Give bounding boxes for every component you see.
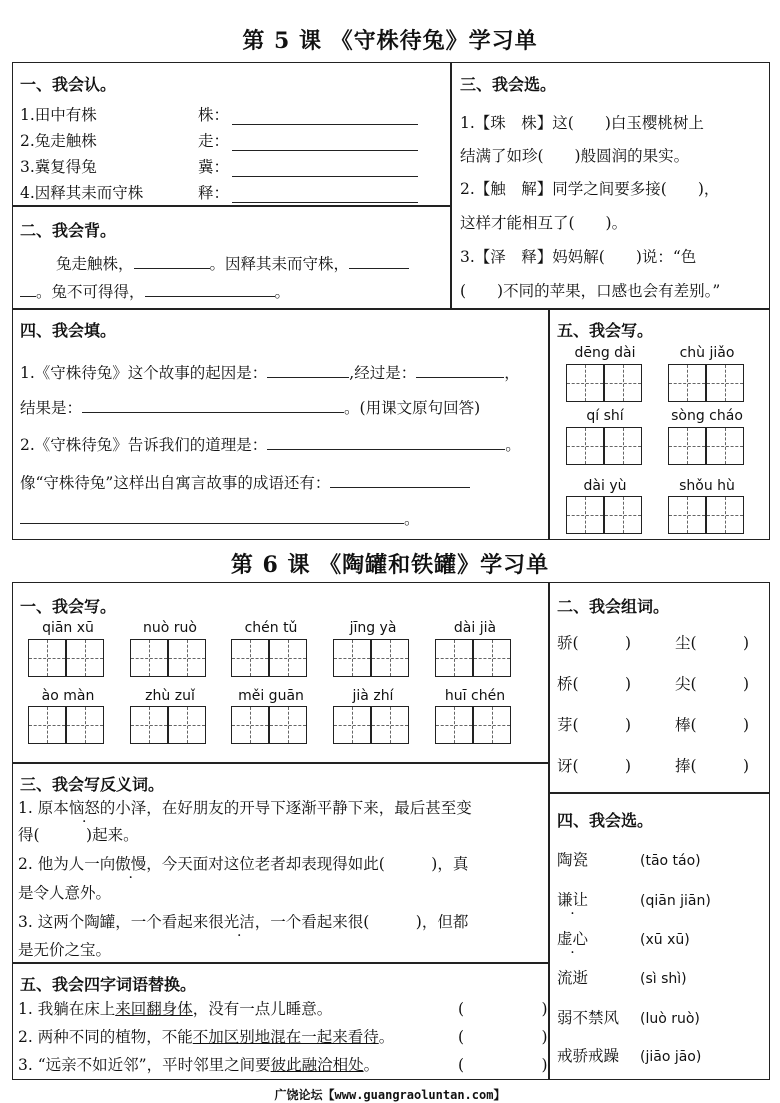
l5-s5-cell-4b[interactable]: [706, 427, 744, 465]
l5-s4-q2: [20, 436, 521, 454]
l5-s2-text-d: 。: [274, 283, 291, 301]
l6-s4-pinyin-2[interactable]: (qiān jiān): [640, 893, 711, 909]
l6-s2-heading: 二、我会组词。: [557, 597, 670, 616]
l6-s1-cell-6b[interactable]: [66, 706, 104, 744]
l6-s3-q1-pre: 1. 原本: [18, 799, 69, 817]
l6-s4-word-3-text: 虚心: [557, 930, 589, 948]
l5-s3-q3a: 3.【泽 释】妈妈解( )说：“色: [460, 248, 697, 266]
l6-s1-pinyin-6: ào màn: [41, 688, 95, 704]
l6-s3-q3-pre: 3. 这两个陶罐，一个看起来很: [18, 913, 224, 931]
l6-s4-word-5: [557, 1011, 619, 1027]
l5-s4-q1a: 1.《守株待兔》这个故事的起因是：: [20, 364, 268, 382]
l5-s5-cell-1b[interactable]: [604, 364, 642, 402]
l5-s1-row-3-phrase: 3.冀复得兔: [20, 158, 97, 176]
l5-s2-text-a: 兔走触株，: [56, 255, 134, 273]
l5-s2-text-b: 。因释其耒而守株，: [209, 255, 350, 273]
l5-s1-row-3-blank[interactable]: [232, 176, 418, 177]
l5-s4-q3-line1: [20, 474, 470, 492]
l5-s5-pinyin-5: dài yù: [583, 478, 627, 494]
l6-s1-pinyin-2: nuò ruò: [143, 620, 197, 636]
l6-s5-q2-post: 。: [378, 1028, 395, 1046]
l5-s4-q1c: ，: [504, 364, 520, 382]
l5-s4-q2b: 。: [505, 436, 521, 454]
l5-s3-q2a: 2.【触 解】同学之间要多接( )，: [460, 180, 720, 198]
l6-s1-pinyin-10: huī chén: [444, 688, 506, 704]
l5-s4-blank-idioms-1[interactable]: [330, 474, 470, 488]
l6-s3-q1-dotted: 恼怒: [68, 799, 100, 817]
l6-s3-q2-line1: [18, 857, 468, 873]
l5-s4-blank-lesson[interactable]: [267, 436, 505, 450]
l5-s1-row-4-blank[interactable]: [232, 202, 418, 203]
l6-s1-cell-7b[interactable]: [168, 706, 206, 744]
l5-s4-q2a: 2.《守株待兔》告诉我们的道理是：: [20, 436, 268, 454]
l6-s3-q3-post: ，一个看起来很( )，但都: [254, 913, 469, 931]
l6-s1-cell-7a[interactable]: [130, 706, 168, 744]
l5-s4-q3b: 。: [404, 510, 420, 528]
l5-s1-row-1-char: 株：: [198, 106, 230, 124]
l6-s1-pinyin-7: zhù zuǐ: [145, 688, 195, 704]
l6-s3-q3-line2: 是无价之宝。: [18, 941, 112, 959]
l5-s5-pinyin-6: shǒu hù: [679, 478, 735, 494]
l5-s4-heading: 四、我会填。: [20, 321, 117, 340]
l6-s4-word-1: [557, 853, 588, 869]
l6-s5-q3-pre: 3. “远亲不如近邻”，平时邻里之间要: [18, 1056, 271, 1074]
l6-s5-q1-post: ，没有一点儿睡意。: [192, 1000, 333, 1018]
l5-s5-cell-5a[interactable]: [566, 496, 604, 534]
l6-s4-word-3: [557, 932, 588, 948]
lesson6-title: 第 6 课 《陶罐和铁罐》学习单: [230, 552, 550, 578]
l6-s5-q1-underlined: 来回翻身体: [115, 1000, 193, 1018]
l5-s5-cell-6b[interactable]: [706, 496, 744, 534]
l6-s3-q2-dotted: 傲慢: [115, 855, 147, 873]
l6-s4-word-6: [557, 1049, 619, 1065]
l6-s1-cell-9b[interactable]: [371, 706, 409, 744]
l6-s1-cell-5b[interactable]: [473, 639, 511, 677]
l6-s1-pinyin-1: qiān xū: [42, 620, 94, 636]
l6-s1-cell-8a[interactable]: [231, 706, 269, 744]
l6-s1-cell-5a[interactable]: [435, 639, 473, 677]
l5-s3-q2b: 这样才能相互了( )。: [460, 214, 628, 232]
l6-s4-pinyin-5[interactable]: (luò ruò): [640, 1011, 700, 1027]
l6-s1-pinyin-9: jià zhí: [352, 688, 394, 704]
l6-s4-pinyin-6[interactable]: (jiāo jāo): [640, 1049, 702, 1065]
l6-s2-item-3[interactable]: 桥( ): [557, 675, 632, 693]
l6-s4-word-1-text: 陶瓷: [557, 851, 589, 869]
l6-s1-heading: 一、我会写。: [20, 597, 117, 616]
l5-s4-q3-line2: [20, 510, 420, 528]
l5-s4-blank-result[interactable]: [82, 399, 344, 413]
l5-s5-pinyin-1: dēng dài: [574, 345, 636, 361]
l5-s1-row-4-phrase: 4.因释其耒而守株: [20, 184, 144, 202]
l5-s5-pinyin-4: sòng cháo: [671, 408, 743, 424]
l6-s3-q2-pre: 2. 他为人一向: [18, 855, 116, 873]
l6-s4-word-2: [557, 893, 588, 909]
l5-s4-q1e: 。(用课文原句回答): [344, 399, 481, 417]
l6-s5-q2: [18, 1030, 394, 1046]
l6-s3-q3-dotted: 光洁: [223, 913, 255, 931]
l5-s4-q3a: 像“守株待兔”这样出自寓言故事的成语还有：: [20, 474, 331, 492]
l5-s4-q1d: 结果是：: [20, 399, 83, 417]
l6-s2-item-5[interactable]: 芽( ): [557, 716, 632, 734]
l6-s1-cell-8b[interactable]: [269, 706, 307, 744]
lesson5-title: 第 5 课 《守株待兔》学习单: [242, 28, 538, 54]
l6-s4-pinyin-4[interactable]: (sì shì): [640, 971, 687, 987]
footer: 广饶论坛【www.guangraoluntan.com】: [274, 1088, 506, 1102]
l6-s1-pinyin-5: dài jià: [453, 620, 497, 636]
l5-s2-blank-2[interactable]: [349, 255, 409, 269]
l6-s4-word-2-text: 谦让: [557, 891, 589, 909]
l6-s5-q3: [18, 1058, 379, 1074]
l6-s3-q1-line1: [18, 801, 472, 817]
l5-s5-pinyin-2: chù jiǎo: [679, 345, 735, 361]
l6-s5-q2-pre: 2. 两种不同的植物，不能: [18, 1028, 193, 1046]
l5-s5-cell-6a[interactable]: [668, 496, 706, 534]
l5-s5-cell-2b[interactable]: [706, 364, 744, 402]
l6-s4-word-4: [557, 971, 588, 987]
l6-s1-cell-2a[interactable]: [130, 639, 168, 677]
l6-s1-cell-10b[interactable]: [473, 706, 511, 744]
l6-s4-pinyin-3[interactable]: (xū xū): [640, 932, 690, 948]
l6-s1-pinyin-3: chén tǔ: [244, 620, 298, 636]
l6-s4-word-5-text: 弱不禁风: [557, 1009, 620, 1027]
l5-s2-heading: 二、我会背。: [20, 221, 117, 240]
l6-s4-pinyin-1[interactable]: (tāo táo): [640, 853, 701, 869]
l5-s1-row-1-blank[interactable]: [232, 124, 418, 125]
l6-s3-q1-line2: 得( )起来。: [18, 826, 139, 844]
l6-s5-q2-underlined: 不加区别地混在一起来看待: [192, 1028, 379, 1046]
l6-s5-q1-pre: 1. 我躺在床上: [18, 1000, 116, 1018]
l5-section-fill: [12, 308, 550, 540]
l5-s5-cell-5b[interactable]: [604, 496, 642, 534]
l5-s2-blank-3[interactable]: [145, 283, 275, 297]
l6-s5-q1: [18, 1002, 332, 1018]
l5-s4-blank-process[interactable]: [416, 364, 504, 378]
l5-s5-cell-3a[interactable]: [566, 427, 604, 465]
l6-s3-q2-post: ，今天面对这位老者却表现得如此( )，真: [146, 855, 469, 873]
l6-s5-q3-answer[interactable]: ( ): [458, 1056, 548, 1074]
l5-s1-heading: 一、我会认。: [20, 75, 117, 94]
l6-s1-cell-4a[interactable]: [333, 639, 371, 677]
l5-s3-q3b: ( )不同的苹果，口感也会有差别。”: [460, 282, 721, 300]
l6-s1-cell-2b[interactable]: [168, 639, 206, 677]
l5-s4-blank-idioms-2[interactable]: [20, 510, 404, 524]
l6-s3-q1-post: 的小泽，在好朋友的开导下逐渐平静下来，最后甚至变: [99, 799, 472, 817]
l6-s1-pinyin-4: jīng yà: [349, 620, 397, 636]
l6-s1-cell-3b[interactable]: [269, 639, 307, 677]
l6-s5-heading: 五、我会四字词语替换。: [20, 975, 197, 994]
l6-s1-cell-9a[interactable]: [333, 706, 371, 744]
l6-s4-word-4-text: 流逝: [557, 969, 589, 987]
l6-s5-q3-post: 。: [363, 1056, 380, 1074]
l6-s1-cell-1a[interactable]: [28, 639, 66, 677]
l5-s5-cell-3b[interactable]: [604, 427, 642, 465]
l6-s4-word-6-text: 戒骄戒躁: [557, 1047, 620, 1065]
l6-s2-item-6[interactable]: 棒( ): [675, 716, 750, 734]
l6-s1-cell-1b[interactable]: [66, 639, 104, 677]
l6-s2-item-4[interactable]: 尖( ): [675, 675, 750, 693]
l5-s4-q1-line1: [20, 364, 520, 382]
l5-s2-text-c: 。兔不可得得，: [36, 283, 145, 301]
l5-s2-blank-1[interactable]: [134, 255, 210, 269]
l5-s1-row-2-blank[interactable]: [232, 150, 418, 151]
l5-s2-line2: [20, 283, 290, 301]
l6-s2-item-7[interactable]: 讶( ): [557, 757, 632, 775]
l6-s5-q3-underlined: 彼此融洽相处: [270, 1056, 364, 1074]
l5-s1-row-4-char: 释：: [198, 184, 230, 202]
l6-s1-cell-4b[interactable]: [371, 639, 409, 677]
l6-s3-heading: 三、我会写反义词。: [20, 775, 165, 794]
l5-s3-heading: 三、我会选。: [460, 75, 557, 94]
l5-s1-row-1-phrase: 1.田中有株: [20, 106, 97, 124]
l6-s1-cell-6a[interactable]: [28, 706, 66, 744]
l6-s3-q2-line2: 是令人意外。: [18, 884, 112, 902]
l5-s5-heading: 五、我会写。: [557, 321, 654, 340]
l6-s5-q1-answer[interactable]: ( ): [458, 1000, 548, 1018]
l5-s1-row-3-char: 冀：: [198, 158, 230, 176]
l6-s2-item-2[interactable]: 尘( ): [675, 634, 750, 652]
l5-s2-blank-2-cont[interactable]: [20, 283, 36, 297]
l5-s5-cell-1a[interactable]: [566, 364, 604, 402]
l5-s4-q1b: ,经过是：: [349, 364, 417, 382]
l5-s3-q1a: 1.【珠 株】这( )白玉樱桃树上: [460, 114, 704, 132]
l5-s5-cell-4a[interactable]: [668, 427, 706, 465]
l6-s1-cell-10a[interactable]: [435, 706, 473, 744]
l5-s1-row-2-char: 走：: [198, 132, 230, 150]
l6-s2-item-8[interactable]: 捧( ): [675, 757, 750, 775]
l5-s4-blank-cause[interactable]: [267, 364, 349, 378]
l6-s1-pinyin-8: měi guān: [238, 688, 304, 704]
l5-s5-pinyin-3: qí shí: [586, 408, 624, 424]
l6-s1-cell-3a[interactable]: [231, 639, 269, 677]
l5-s5-cell-2a[interactable]: [668, 364, 706, 402]
l6-s3-q3-line1: [18, 915, 468, 931]
l6-s2-item-1[interactable]: 骄( ): [557, 634, 632, 652]
l6-s5-q2-answer[interactable]: ( ): [458, 1028, 548, 1046]
l5-s1-row-2-phrase: 2.兔走触株: [20, 132, 97, 150]
l5-s2-line1: [56, 255, 409, 273]
l5-s3-q1b: 结满了如珍( )般圆润的果实。: [460, 147, 690, 165]
l5-s4-q1-line2: [20, 399, 480, 417]
l6-s4-heading: 四、我会选。: [557, 811, 654, 830]
